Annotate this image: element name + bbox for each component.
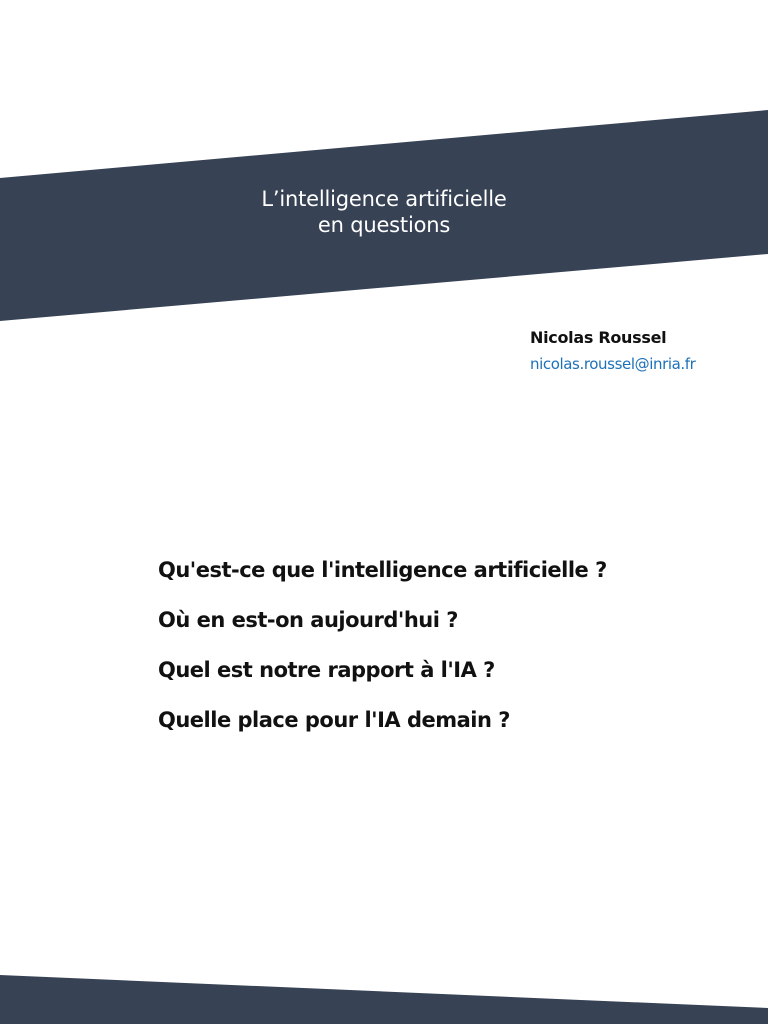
question-item: Qu'est-ce que l'intelligence artificielle ? [158, 558, 607, 582]
title-line-2: en questions [317, 213, 451, 237]
question-item: Quelle place pour l'IA demain ? [158, 708, 510, 732]
author-email-link[interactable]: nicolas.roussel@inria.fr [530, 355, 696, 373]
question-item: Quel est notre rapport à l'IA ? [158, 658, 495, 682]
question-list [158, 553, 758, 753]
question-item: Où en est-on aujourd'hui ? [158, 608, 458, 632]
author-name: Nicolas Roussel [530, 328, 667, 347]
author-block [530, 327, 760, 374]
document-title [0, 186, 768, 238]
title-line-1: L’intelligence artificielle [261, 187, 507, 211]
